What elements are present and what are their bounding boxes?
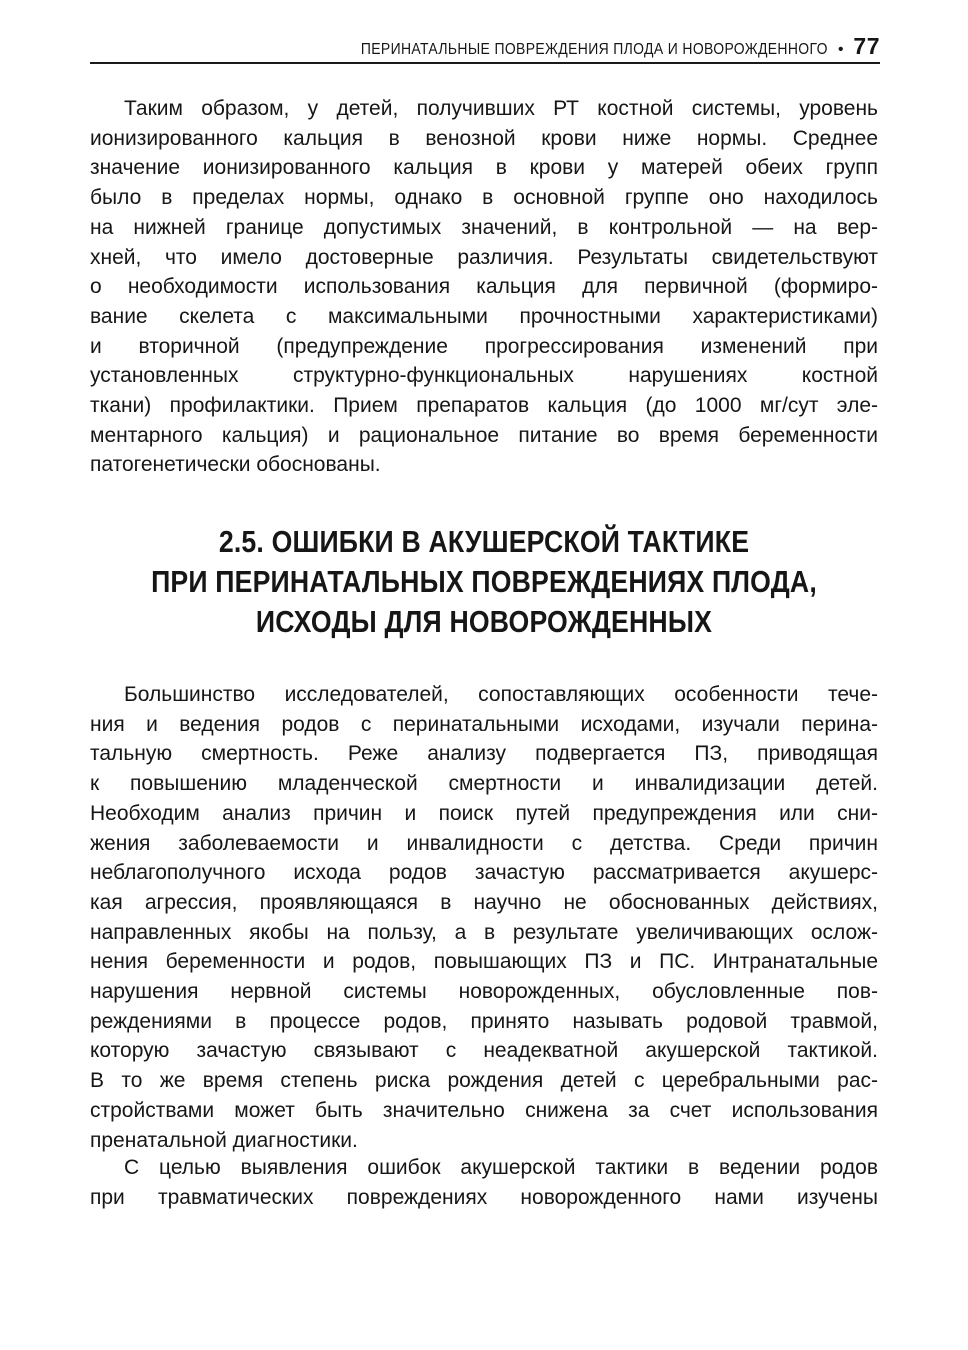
paragraph-line: жения заболеваемости и инвалидности с детства. Среди причин bbox=[90, 831, 878, 855]
paragraph-3 bbox=[90, 1153, 878, 1212]
paragraph-line: при травматических повреждениях новорожденного нами изучены bbox=[90, 1185, 878, 1209]
header-rule bbox=[90, 62, 880, 64]
paragraph-line: было в пределах нормы, однако в основной группе оно находилось bbox=[90, 186, 878, 210]
paragraph-line: значение ионизированного кальция в крови у матерей обеих групп bbox=[90, 156, 878, 180]
running-header-separator: • bbox=[838, 41, 844, 58]
paragraph-line: вание скелета с максимальными прочностными характеристиками) bbox=[90, 304, 878, 328]
paragraph-conclusion bbox=[90, 94, 878, 480]
section-heading-line: ИСХОДЫ ДЛЯ НОВОРОЖДЕННЫХ bbox=[255, 604, 713, 639]
paragraph-line: на нижней границе допустимых значений, в контрольной — на вер- bbox=[90, 215, 878, 239]
running-header-title: ПЕРИНАТАЛЬНЫЕ ПОВРЕЖДЕНИЯ ПЛОДА И НОВОРОЖДЕННОГО bbox=[361, 41, 829, 58]
paragraph-line: Большинство исследователей, сопоставляющих особенности тече- bbox=[124, 683, 878, 706]
paragraph-1 bbox=[90, 94, 878, 480]
running-header-row bbox=[309, 33, 880, 60]
paragraph-method bbox=[90, 1153, 878, 1212]
paragraph-line: установленных структурно-функциональных нарушениях костной bbox=[90, 364, 878, 388]
paragraph-line: неблагополучного исхода родов зачастую рассматривается акушерс- bbox=[90, 861, 878, 885]
paragraph-line: хней, что имело достоверные различия. Результаты свидетельствуют bbox=[90, 245, 878, 269]
paragraph-line: кая агрессия, проявляющаяся в научно не обоснованных действиях, bbox=[90, 890, 878, 914]
paragraph-line: ионизированного кальция в венозной крови ниже нормы. Среднее bbox=[90, 126, 878, 150]
paragraph-2 bbox=[90, 680, 878, 1155]
paragraph-analysis bbox=[90, 680, 878, 1155]
paragraph-line: тальную смертность. Реже анализу подвергается ПЗ, приводящая bbox=[90, 742, 878, 766]
paragraph-line: о необходимости использования кальция для первичной (формиро- bbox=[90, 275, 878, 299]
paragraph-line: ткани) профилактики. Прием препаратов кальция (до 1000 мг/сут эле- bbox=[90, 394, 878, 418]
paragraph-line: С целью выявления ошибок акушерской тактики в ведении родов bbox=[124, 1156, 878, 1179]
paragraph-line: которую зачастую связывают с неадекватной акушерской тактикой. bbox=[90, 1039, 878, 1063]
paragraph-line: ментарного кальция) и рациональное питание во время беременности bbox=[90, 423, 878, 447]
paragraph-line: к повышению младенческой смертности и инвалидизации детей. bbox=[90, 772, 878, 796]
paragraph-line: Таким образом, у детей, получивших РТ костной системы, уровень bbox=[124, 97, 878, 120]
paragraph-line: нарушения нервной системы новорожденных, обусловленные пов- bbox=[90, 980, 878, 1004]
paragraph-line: ния и ведения родов с перинатальными исходами, изучали перина- bbox=[90, 712, 878, 736]
paragraph-line: патогенетически обоснованы. bbox=[90, 453, 381, 477]
paragraph-line: и вторичной (предупреждение прогрессирования изменений при bbox=[90, 334, 878, 358]
section-heading-line: 2.5. ОШИБКИ В АКУШЕРСКОЙ ТАКТИКЕ bbox=[218, 524, 750, 559]
section-heading bbox=[90, 522, 878, 642]
section-heading-line: ПРИ ПЕРИНАТАЛЬНЫХ ПОВРЕЖДЕНИЯХ ПЛОДА, bbox=[151, 564, 817, 599]
running-header bbox=[90, 28, 880, 64]
paragraph-line: пренатальной диагностики. bbox=[90, 1128, 358, 1152]
paragraph-line: нения беременности и родов, повышающих ПЗ и ПС. Интранатальные bbox=[90, 950, 878, 974]
paragraph-line: реждениями в процессе родов, принято называть родовой травмой, bbox=[90, 1009, 878, 1033]
paragraph-line: стройствами может быть значительно снижена за счет использования bbox=[90, 1098, 878, 1122]
paragraph-line: Необходим анализ причин и поиск путей предупреждения или сни- bbox=[90, 801, 878, 825]
paragraph-line: В то же время степень риска рождения детей с церебральными рас- bbox=[90, 1069, 878, 1093]
paragraph-line: направленных якобы на пользу, а в результате увеличивающих ослож- bbox=[90, 920, 878, 944]
page-number: 77 bbox=[853, 33, 880, 59]
